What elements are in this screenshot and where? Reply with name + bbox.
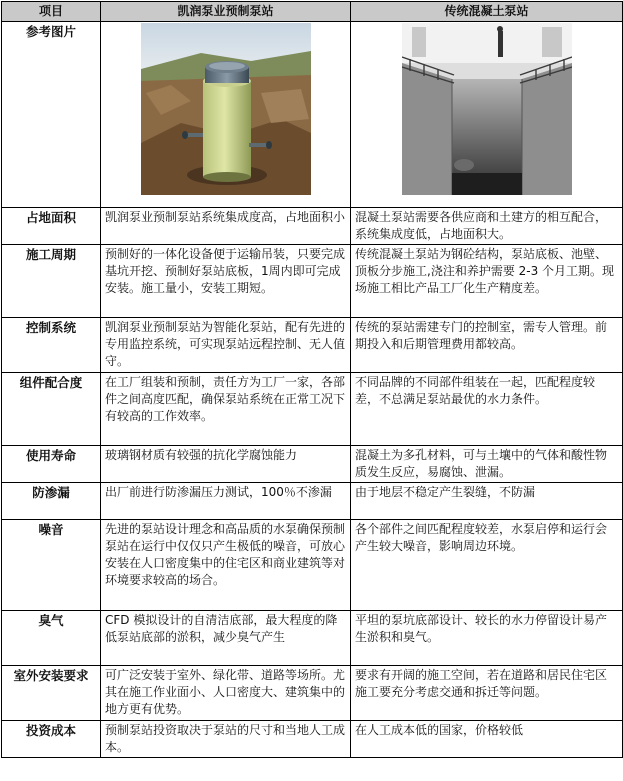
- prefab-cell: 预制泵站投资取决于泵站的尺寸和当地人工成本。: [101, 721, 351, 758]
- row-label: 室外安装要求: [2, 666, 101, 721]
- table-row: [2, 245, 623, 318]
- header-row: [2, 2, 623, 22]
- traditional-cell: 混凝土泵站需要各供应商和土建方的相互配合，系统集成度低，占地面积大。: [351, 208, 623, 245]
- prefab-cell: 凯润泵业预制泵站为智能化泵站，配有先进的专用监控系统，可实现泵站远程控制、无人值守。: [101, 318, 351, 373]
- row-label: 投资成本: [2, 721, 101, 758]
- traditional-cell: 不同品牌的不同部件组装在一起，匹配程度较差，不总满足泵站最优的水力条件。: [351, 373, 623, 446]
- traditional-photo-cell: [351, 22, 623, 208]
- traditional-cell: 传统混凝土泵站为钢砼结构，泵站底板、池壁、顶板分步施工,浇注和养护需要 2-3 个月工期。现场施工相比产品工厂化生产精度差。: [351, 245, 623, 318]
- traditional-cell: 在人工成本低的国家，价格较低: [351, 721, 623, 758]
- header-traditional-station: 传统混凝土泵站: [351, 2, 623, 22]
- prefab-cell: 玻璃钢材质有较强的抗化学腐蚀能力: [101, 446, 351, 483]
- prefab-pump-station-photo: [141, 23, 311, 195]
- traditional-cell: 要求有开阔的施工空间，若在道路和居民住宅区施工要充分考虑交通和拆迁等问题。: [351, 666, 623, 721]
- row-label: 组件配合度: [2, 373, 101, 446]
- prefab-cell: CFD 模拟设计的自清洁底部，最大程度的降低泵站底部的淤积，减少臭气产生: [101, 611, 351, 666]
- prefab-cell: 在工厂组装和预制，责任方为工厂一家，各部件之间高度匹配，确保泵站系统在正常工况下有较高的工作效率。: [101, 373, 351, 446]
- prefab-cell: 出厂前进行防渗漏压力测试，100％不渗漏: [101, 483, 351, 520]
- table-row: [2, 520, 623, 611]
- table-row: [2, 611, 623, 666]
- prefab-cell: 可广泛安装于室外、绿化带、道路等场所。尤其在施工作业面小、人口密度大、建筑集中的地方更有优势。: [101, 666, 351, 721]
- table-row: [2, 318, 623, 373]
- prefab-photo-cell: [101, 22, 351, 208]
- row-label: 控制系统: [2, 318, 101, 373]
- row-label: 使用寿命: [2, 446, 101, 483]
- traditional-cell: 由于地层不稳定产生裂缝，不防漏: [351, 483, 623, 520]
- reference-image-row: [2, 22, 623, 208]
- table-row: [2, 373, 623, 446]
- table-row: [2, 446, 623, 483]
- comparison-table: [1, 1, 623, 758]
- header-prefab-station: 凯润泵业预制泵站: [101, 2, 351, 22]
- row-label: 参考图片: [2, 22, 101, 208]
- table-row: [2, 208, 623, 245]
- row-label: 臭气: [2, 611, 101, 666]
- prefab-cell: 凯润泵业预制泵站系统集成度高，占地面积小: [101, 208, 351, 245]
- row-label: 防渗漏: [2, 483, 101, 520]
- row-label: 占地面积: [2, 208, 101, 245]
- prefab-cell: 先进的泵站设计理念和高品质的水泵确保预制泵站在运行中仅仅只产生极低的噪音，可放心安装在人口密度集中的住宅区和商业建筑等对环境要求较高的场合。: [101, 520, 351, 611]
- table-row: [2, 666, 623, 721]
- traditional-cell: 各个部件之间匹配程度较差，水泵启停和运行会产生较大噪音，影响周边环境。: [351, 520, 623, 611]
- concrete-pump-station-photo: [402, 23, 572, 195]
- traditional-cell: 混凝土为多孔材料，可与土壤中的气体和酸性物质发生反应，易腐蚀、泄漏。: [351, 446, 623, 483]
- row-label: 噪音: [2, 520, 101, 611]
- traditional-cell: 传统的泵站需建专门的控制室，需专人管理。前期投入和后期管理费用都较高。: [351, 318, 623, 373]
- row-label: 施工周期: [2, 245, 101, 318]
- table-row: [2, 483, 623, 520]
- table-row: [2, 721, 623, 758]
- traditional-cell: 平坦的泵坑底部设计、较长的水力停留设计易产生淤积和臭气。: [351, 611, 623, 666]
- prefab-cell: 预制好的一体化设备便于运输吊装，只要完成基坑开挖、预制好泵站底板，1周内即可完成安装。施工量小，安装工期短。: [101, 245, 351, 318]
- header-item: 项目: [2, 2, 101, 22]
